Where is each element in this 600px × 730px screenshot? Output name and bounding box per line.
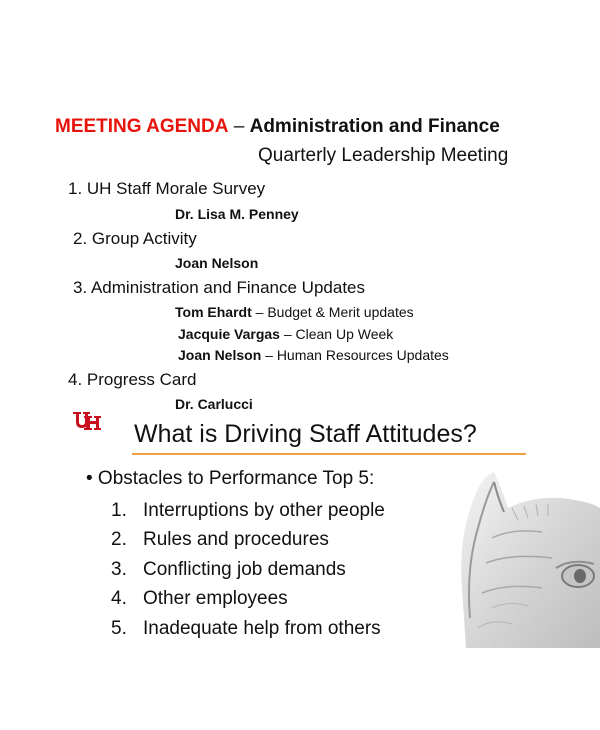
cougar-embossed-image [452, 468, 600, 648]
presenter-1 [175, 206, 299, 222]
title-dash: – [228, 116, 250, 137]
obstacle-text-5: Inadequate help from others [143, 618, 381, 639]
obstacle-text-1: Interruptions by other people [143, 500, 385, 521]
obstacle-text-4: Other employees [143, 588, 288, 609]
obstacle-number-5: 5. [111, 618, 127, 639]
obstacle-item-5 [111, 618, 381, 640]
title-meeting-agenda: MEETING AGENDA [55, 116, 229, 137]
presenter-3b [178, 326, 393, 342]
obstacle-number-1: 1. [111, 500, 127, 521]
obstacles-bullet: • Obstacles to Performance Top 5: [86, 468, 375, 489]
agenda-item-3: 3. Administration and Finance Updates [73, 278, 366, 297]
presenter-3a-name: Tom Ehardt [175, 304, 252, 320]
presenter-4-name: Dr. Carlucci [175, 396, 253, 412]
section-title: What is Driving Staff Attitudes? [134, 420, 477, 448]
presenter-3b-name: Jacquie Vargas [178, 326, 280, 342]
presenter-3c-name: Joan Nelson [178, 347, 262, 363]
uh-interlocking-logo-icon [72, 410, 102, 432]
obstacle-text-3: Conflicting job demands [143, 559, 346, 580]
obstacle-number-2: 2. [111, 529, 127, 550]
obstacle-number-4: 4. [111, 588, 127, 609]
obstacle-item-4 [111, 588, 288, 610]
presenter-3c [178, 347, 449, 363]
presenter-1-name: Dr. Lisa M. Penney [175, 206, 299, 222]
agenda-item-4: 4. Progress Card [68, 370, 197, 389]
presenter-3a-topic: – Budget & Merit updates [251, 304, 414, 320]
obstacle-item-2 [111, 529, 329, 551]
section-divider [132, 453, 526, 455]
presenter-3b-topic: – Clean Up Week [279, 326, 394, 342]
obstacle-number-3: 3. [111, 559, 127, 580]
obstacle-item-3 [111, 559, 346, 581]
obstacle-item-1 [111, 500, 385, 522]
agenda-item-2: 2. Group Activity [73, 229, 197, 248]
presenter-2-name: Joan Nelson [175, 255, 259, 271]
presenter-2 [175, 255, 258, 271]
presenter-3c-topic: – Human Resources Updates [261, 347, 449, 363]
page-title [55, 116, 500, 138]
presenter-4 [175, 396, 253, 412]
page-subtitle: Quarterly Leadership Meeting [258, 145, 509, 166]
presenter-3a [175, 304, 414, 320]
title-department: Administration and Finance [249, 116, 500, 137]
obstacle-text-2: Rules and procedures [143, 529, 329, 550]
agenda-item-1: 1. UH Staff Morale Survey [68, 179, 266, 198]
